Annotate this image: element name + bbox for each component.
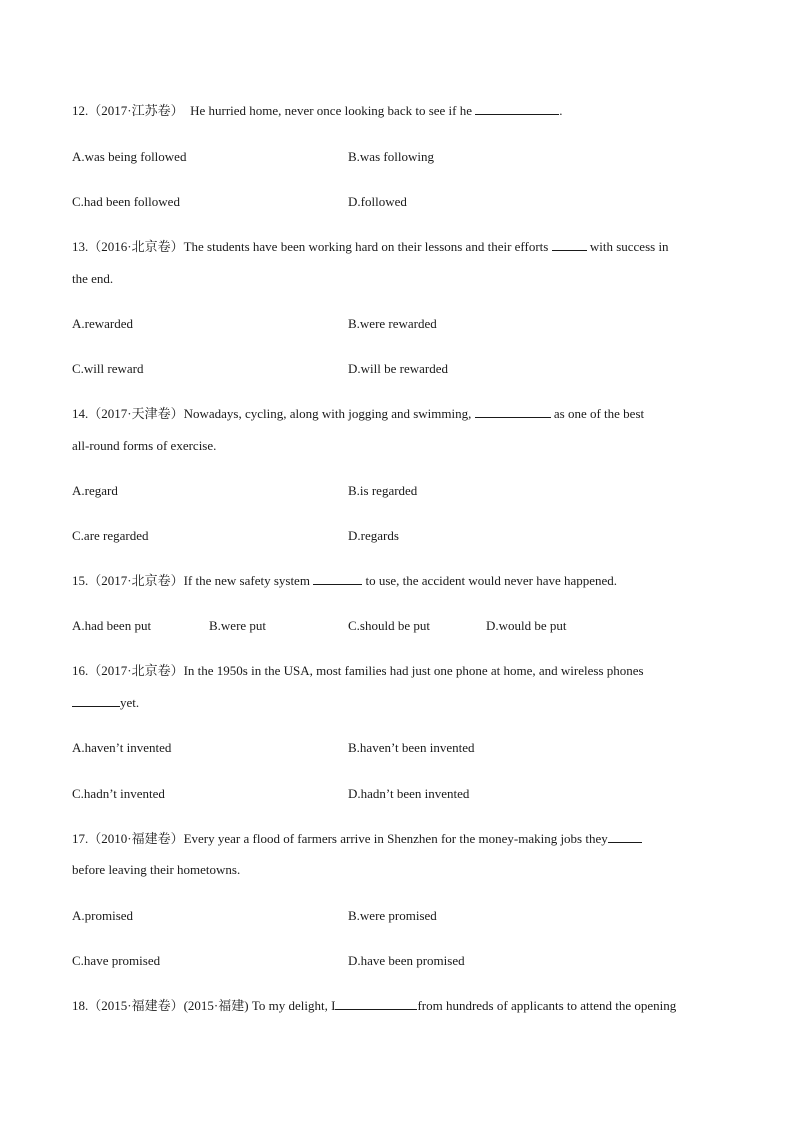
question-16-stem-line2 [72,695,139,711]
option-b[interactable]: B.haven’t been invented [348,740,475,755]
question-source: （2017·北京卷） [88,663,184,678]
question-13-stem [72,239,669,255]
option-a[interactable]: A.was being followed [72,149,187,164]
question-text: If the new safety system [183,573,310,588]
question-number: 18. [72,998,89,1013]
question-text-end: with success in [589,239,669,254]
question-17-stem-line2: before leaving their hometowns. [72,862,241,877]
question-number: 14. [72,406,89,421]
answer-blank [552,239,587,251]
question-source: （2010·福建卷） [88,831,184,846]
option-c[interactable]: C.will reward [72,361,144,376]
option-b[interactable]: B.is regarded [348,483,418,498]
answer-blank [72,695,120,707]
question-text: He hurried home, never once looking back to see if he [190,103,473,118]
answer-blank [335,998,417,1010]
option-d[interactable]: D.followed [348,194,407,209]
option-c[interactable]: C.are regarded [72,528,149,543]
question-16-stem [72,663,644,679]
question-text-end: as one of the best [553,406,645,421]
question-source: （2016·北京卷） [88,239,184,254]
option-d[interactable]: D.hadn’t been invented [348,786,470,801]
option-a[interactable]: A.rewarded [72,316,133,331]
question-14-stem [72,406,644,422]
question-text-end: . [559,103,563,118]
answer-blank [608,831,642,843]
question-text: The students have been working hard on their lessons and their efforts [183,239,549,254]
answer-blank [475,406,551,418]
question-15-stem [72,573,617,589]
option-c[interactable]: C.should be put [348,618,430,633]
option-c[interactable]: C.hadn’t invented [72,786,165,801]
question-13-stem-line2: the end. [72,271,114,286]
question-text: To my delight, I [251,998,336,1013]
question-source: （2015·福建卷） [88,998,184,1013]
question-text-end: from hundreds of applicants to attend the opening [417,998,677,1013]
option-a[interactable]: A.regard [72,483,118,498]
option-b[interactable]: B.were rewarded [348,316,437,331]
question-number: 15. [72,573,89,588]
answer-blank [475,103,559,115]
question-source-secondary: (2015·福建) [183,998,249,1013]
question-text: Every year a flood of farmers arrive in Shenzhen for the money-making jobs they [183,831,608,846]
option-c[interactable]: C.had been followed [72,194,180,209]
option-d[interactable]: D.would be put [486,618,567,633]
question-source: （2017·北京卷） [88,573,184,588]
question-17-stem [72,831,642,847]
option-a[interactable]: A.haven’t invented [72,740,172,755]
option-d[interactable]: D.regards [348,528,399,543]
question-14-stem-line2: all-round forms of exercise. [72,438,217,453]
option-b[interactable]: B.were put [209,618,267,633]
question-text: In the 1950s in the USA, most families had just one phone at home, and wireless phones [183,663,644,678]
question-number: 17. [72,831,89,846]
answer-blank [313,573,362,585]
question-source: （2017·天津卷） [88,406,184,421]
option-a[interactable]: A.had been put [72,618,152,633]
question-18-stem [72,998,676,1014]
option-d[interactable]: D.have been promised [348,953,465,968]
question-text-end: to use, the accident would never have happened. [365,573,618,588]
option-d[interactable]: D.will be rewarded [348,361,448,376]
question-number: 12. [72,103,89,118]
question-number: 13. [72,239,89,254]
question-text-end: yet. [120,695,140,710]
question-text: Nowadays, cycling, along with jogging and swimming, [183,406,472,421]
option-b[interactable]: B.was following [348,149,434,164]
option-c[interactable]: C.have promised [72,953,161,968]
option-a[interactable]: A.promised [72,908,134,923]
option-b[interactable]: B.were promised [348,908,437,923]
question-number: 16. [72,663,89,678]
question-12-stem [72,103,563,119]
question-source: （2017·江苏卷） [88,103,184,118]
